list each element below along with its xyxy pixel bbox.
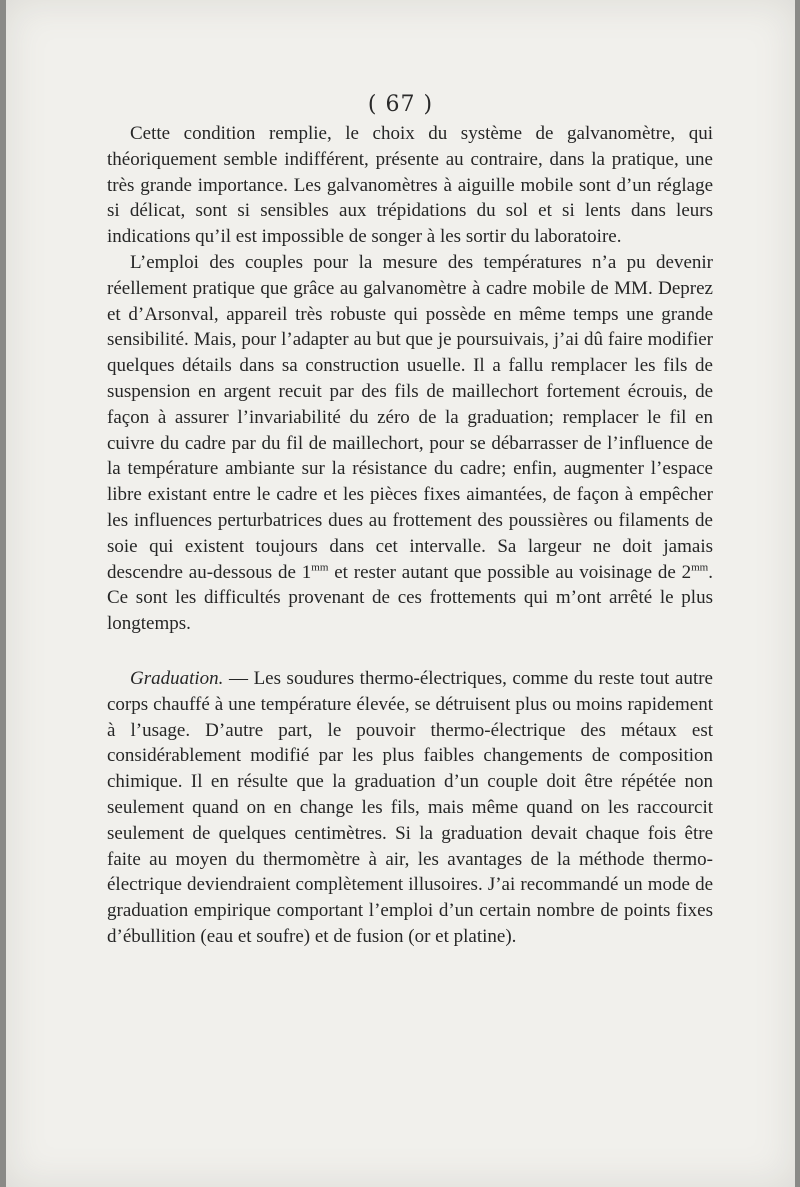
- paragraph-couples-usage: [107, 250, 713, 637]
- unit-superscript: mm: [311, 561, 329, 574]
- paragraph-text: et rester autant que possible au voisinage de 2: [328, 561, 692, 583]
- unit-superscript: mm: [691, 561, 709, 574]
- paragraph-text: . Ce sont les difficultés provenant de ces frottements qui m’ont arrêté le plus longtemps.: [107, 561, 713, 635]
- paragraph-graduation: [107, 666, 713, 950]
- book-page: [6, 0, 795, 1187]
- paragraph-text: L’emploi des couples pour la mesure des températures n’a pu devenir réellement pratique que grâce au galvanomètre à cadre mobile de MM. Deprez et d’Arsonval, appareil très robuste qui possède en même temps une grande sensibilité. Mais, pour l’adapter au but que je poursuivais, j’ai dû faire modifier quelques détails dans sa construction usuelle. Il a fallu remplacer les fils de suspension en argent recuit par des fils de maillechort fortement écrouis, de façon à assurer l’invariabilité du zéro de la graduation; remplacer le fil en cuivre du cadre par du fil de maillechort, pour se débarrasser de l’influence de la température ambiante sur la résistance du cadre; enfin, augmenter l’espace libre existant entre le cadre et les pièces fixes aimantées, de façon à empêcher les influences perturbatrices dues au frottement des poussières ou filaments de soie qui existent toujours dans cet intervalle. Sa largeur ne doit jamais descendre au-dessous de 1: [107, 251, 713, 583]
- paragraph-text: — Les soudures thermo-électriques, comme du reste tout autre corps chauffé à une température élevée, se détruisent plus ou moins rapidement à l’usage. D’autre part, le pouvoir thermo-électrique des métaux est considérablement modifié par les plus faibles changements de composition chimique. Il en résulte que la graduation d’un couple doit être répétée non seulement quand on en change les fils, mais même quand on les raccourcit seulement de quelques centimètres. Si la graduation devait chaque fois être faite au moyen du thermomètre à air, les avantages de la méthode thermo-électrique deviendraient complètement illusoires. J’ai recommandé un mode de graduation empirique comportant l’emploi d’un certain nombre de points fixes d’ébullition (eau et soufre) et de fusion (or et platine).: [107, 667, 713, 947]
- page-number: ( 67 ): [367, 92, 434, 117]
- body-text: [107, 121, 713, 950]
- paragraph-galvanometer-choice: Cette condition remplie, le choix du système de galvanomètre, qui théoriquement semble indifférent, présente au contraire, dans la pratique, une très grande importance. Les galvanomètres à aiguille mobile sont d’un réglage si délicat, sont si sensibles aux trépidations du sol et si lents dans leurs indications qu’il est impossible de songer à les sortir du laboratoire.: [107, 123, 713, 248]
- section-heading: Graduation.: [130, 667, 224, 689]
- paragraph-spacer: [107, 637, 713, 666]
